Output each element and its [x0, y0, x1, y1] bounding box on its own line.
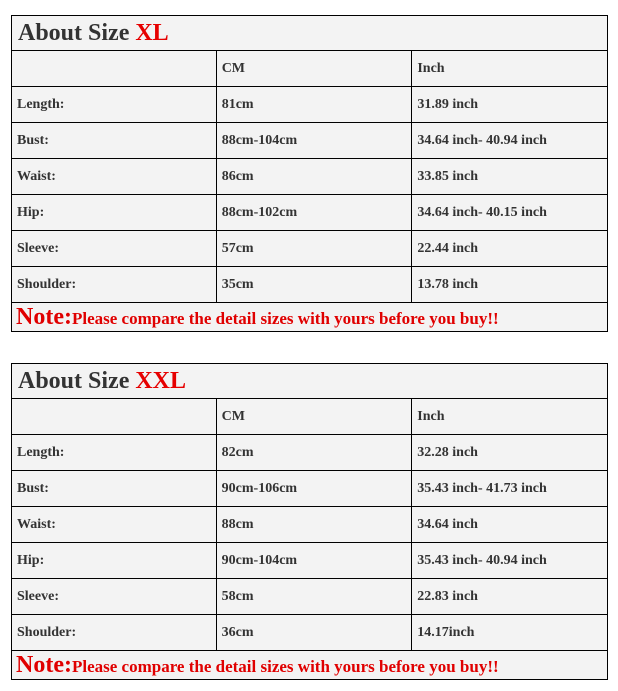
row-inch: 22.44 inch	[412, 231, 608, 267]
table-row	[12, 579, 608, 615]
row-cm: 35cm	[216, 267, 412, 303]
row-cm: 36cm	[216, 615, 412, 651]
header-cell-cm: CM	[216, 51, 412, 87]
row-label: Length:	[12, 87, 217, 123]
row-inch: 34.64 inch- 40.94 inch	[412, 123, 608, 159]
row-label: Hip:	[12, 195, 217, 231]
row-cm: 88cm	[216, 507, 412, 543]
table-header-row	[12, 51, 608, 87]
table-title-row	[12, 364, 608, 399]
header-cell-cm: CM	[216, 399, 412, 435]
header-cell-label	[12, 51, 217, 87]
row-inch: 33.85 inch	[412, 159, 608, 195]
row-inch: 34.64 inch- 40.15 inch	[412, 195, 608, 231]
header-cell-inch: Inch	[412, 51, 608, 87]
row-label: Bust:	[12, 123, 217, 159]
header-cell-label	[12, 399, 217, 435]
note-row	[12, 651, 608, 680]
row-inch: 35.43 inch- 41.73 inch	[412, 471, 608, 507]
table-title-row	[12, 16, 608, 51]
table-row	[12, 195, 608, 231]
row-cm: 90cm-106cm	[216, 471, 412, 507]
note-label: Note:	[16, 651, 72, 678]
table-title	[12, 364, 608, 399]
row-cm: 57cm	[216, 231, 412, 267]
note-text: Please compare the detail sizes with yours before you buy!!	[71, 308, 499, 328]
table-row	[12, 543, 608, 579]
row-cm: 58cm	[216, 579, 412, 615]
size-label: XXL	[135, 367, 187, 394]
table-row	[12, 267, 608, 303]
row-label: Shoulder:	[12, 267, 217, 303]
size-table-xl	[11, 15, 608, 332]
header-cell-inch: Inch	[412, 399, 608, 435]
row-label: Waist:	[12, 507, 217, 543]
row-label: Sleeve:	[12, 579, 217, 615]
row-label: Waist:	[12, 159, 217, 195]
size-label: XL	[135, 19, 169, 46]
row-label: Sleeve:	[12, 231, 217, 267]
row-label: Bust:	[12, 471, 217, 507]
note-text: Please compare the detail sizes with yours before you buy!!	[71, 656, 499, 676]
table-row	[12, 435, 608, 471]
note	[12, 651, 608, 680]
table-row	[12, 507, 608, 543]
row-cm: 88cm-104cm	[216, 123, 412, 159]
row-cm: 88cm-102cm	[216, 195, 412, 231]
row-inch: 35.43 inch- 40.94 inch	[412, 543, 608, 579]
table-title	[12, 16, 608, 51]
table-header-row	[12, 399, 608, 435]
row-cm: 86cm	[216, 159, 412, 195]
note-label: Note:	[16, 303, 72, 330]
title-prefix: About Size	[18, 19, 136, 46]
note	[12, 303, 608, 332]
row-inch: 34.64 inch	[412, 507, 608, 543]
title-prefix: About Size	[18, 367, 136, 394]
table-row	[12, 123, 608, 159]
row-cm: 82cm	[216, 435, 412, 471]
row-inch: 32.28 inch	[412, 435, 608, 471]
table-row	[12, 471, 608, 507]
row-inch: 14.17inch	[412, 615, 608, 651]
row-inch: 13.78 inch	[412, 267, 608, 303]
note-row	[12, 303, 608, 332]
size-table-xxl	[11, 363, 608, 680]
row-inch: 31.89 inch	[412, 87, 608, 123]
row-label: Hip:	[12, 543, 217, 579]
table-row	[12, 231, 608, 267]
table-row	[12, 159, 608, 195]
table-row	[12, 87, 608, 123]
row-cm: 90cm-104cm	[216, 543, 412, 579]
row-label: Length:	[12, 435, 217, 471]
row-cm: 81cm	[216, 87, 412, 123]
row-inch: 22.83 inch	[412, 579, 608, 615]
table-row	[12, 615, 608, 651]
row-label: Shoulder:	[12, 615, 217, 651]
